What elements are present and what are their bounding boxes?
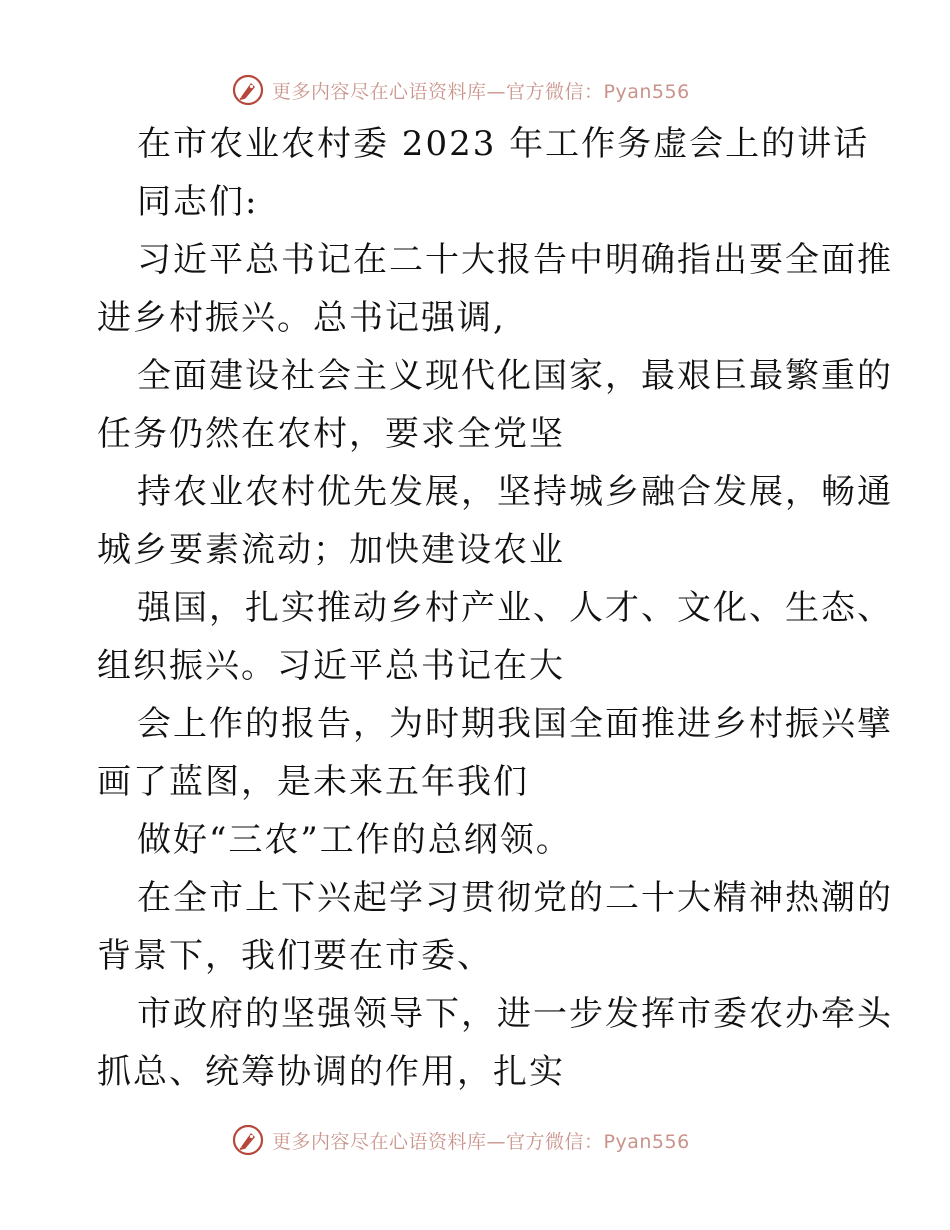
paragraph-line: 在全市上下兴起学习贯彻党的二十大精神热潮的 — [137, 878, 893, 918]
paragraph-line: 全面建设社会主义现代化国家，最艰巨最繁重的 — [137, 356, 893, 396]
paragraph-line: 画了蓝图，是未来五年我们 — [97, 762, 529, 802]
header-watermark — [232, 73, 690, 107]
salutation: 同志们: — [137, 182, 259, 222]
paragraph-line: 进乡村振兴。总书记强调, — [97, 298, 506, 338]
paragraph-line: 城乡要素流动；加快建设农业 — [97, 530, 565, 570]
paragraph-line: 持农业农村优先发展，坚持城乡融合发展，畅通 — [137, 472, 893, 512]
paragraph-line: 习近平总书记在二十大报告中明确指出要全面推 — [137, 240, 893, 280]
footer-watermark — [232, 1123, 690, 1157]
paragraph-line: 做好“三农”工作的总纲领。 — [137, 820, 572, 860]
document-title: 在市农业农村委 2023 年工作务虚会上的讲话 — [137, 124, 870, 164]
paragraph-line: 组织振兴。习近平总书记在大 — [97, 646, 565, 686]
paragraph-line: 会上作的报告，为时期我国全面推进乡村振兴擘 — [137, 704, 893, 744]
paragraph-line: 抓总、统筹协调的作用，扎实 — [97, 1052, 565, 1092]
paragraph-line: 市政府的坚强领导下，进一步发挥市委农办牵头 — [137, 994, 893, 1034]
watermark-text: 更多内容尽在心语资料库—官方微信：Pyan556 — [272, 1130, 690, 1153]
pen-nib-logo-icon — [232, 74, 264, 106]
paragraph-line: 背景下，我们要在市委、 — [97, 936, 493, 976]
paragraph-line: 任务仍然在农村，要求全党坚 — [97, 414, 565, 454]
paragraph-line: 强国，扎实推动乡村产业、人才、文化、生态、 — [137, 588, 893, 628]
watermark-text: 更多内容尽在心语资料库—官方微信：Pyan556 — [272, 80, 690, 103]
pen-nib-logo-icon — [232, 1124, 264, 1156]
document-body — [97, 118, 893, 1104]
